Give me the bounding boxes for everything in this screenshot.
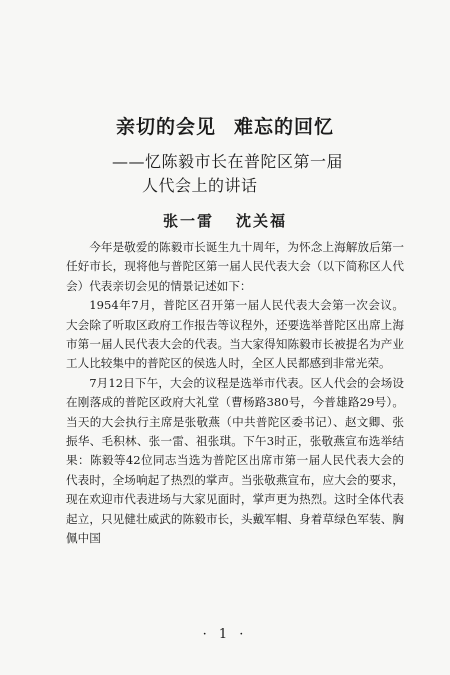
body-paragraph-3: 7月12日下午，大会的议程是选举市代表。区人代会的会场设在刚落成的普陀区政府大礼堂（曹杨路380号，今普雄路29号）。当天的大会执行主席是张敬燕（中共普陀区委书记）、赵文卿、张振华、毛积林、张一雷、祖张琪。下午3时正，张敬燕宣布选举结果：陈毅等42位同志当选为普陀区出席市第一届人民代表大会的代表时，全场响起了热烈的掌声。当张敬燕宣布，应大会的要求，现在欢迎市代表进场与大家见面时，掌声更为热烈。这时全体代表起立，只见健壮威武的陈毅市长，头戴军帽、身着草绿色军装、胸佩中国 xyxy=(66,375,404,546)
author-1: 张一雷 xyxy=(162,212,214,230)
article-body xyxy=(66,238,404,549)
article-authors xyxy=(0,210,450,231)
subtitle-line-2: 人代会上的讲话 xyxy=(142,176,258,195)
page-number: · 1 · xyxy=(202,627,248,642)
title-part-2: 难忘的回忆 xyxy=(234,116,335,138)
body-paragraph-1: 今年是敬爱的陈毅市长诞生九十周年，为怀念上海解放后第一任好市长，现将他与普陀区第一届人民代表大会（以下简称区人代会）代表亲切会见的情景记述如下： xyxy=(66,240,404,293)
title-part-1: 亲切的会见 xyxy=(115,116,216,138)
subtitle-line-1: ——忆陈毅市长在普陀区第一届 xyxy=(112,152,344,171)
article-title xyxy=(0,112,450,139)
author-2: 沈关福 xyxy=(236,212,288,230)
article-subtitle xyxy=(112,150,343,198)
body-paragraph-2: 1954年7月，普陀区召开第一届人民代表大会第一次会议。大会除了听取区政府工作报告等议程外，还要选举普陀区出席上海市第一届人民代表大会的代表。当大家得知陈毅市长被提名为产业工人比较集中的普陀区的侯选人时，全区人民都感到非常光荣。 xyxy=(66,298,404,371)
